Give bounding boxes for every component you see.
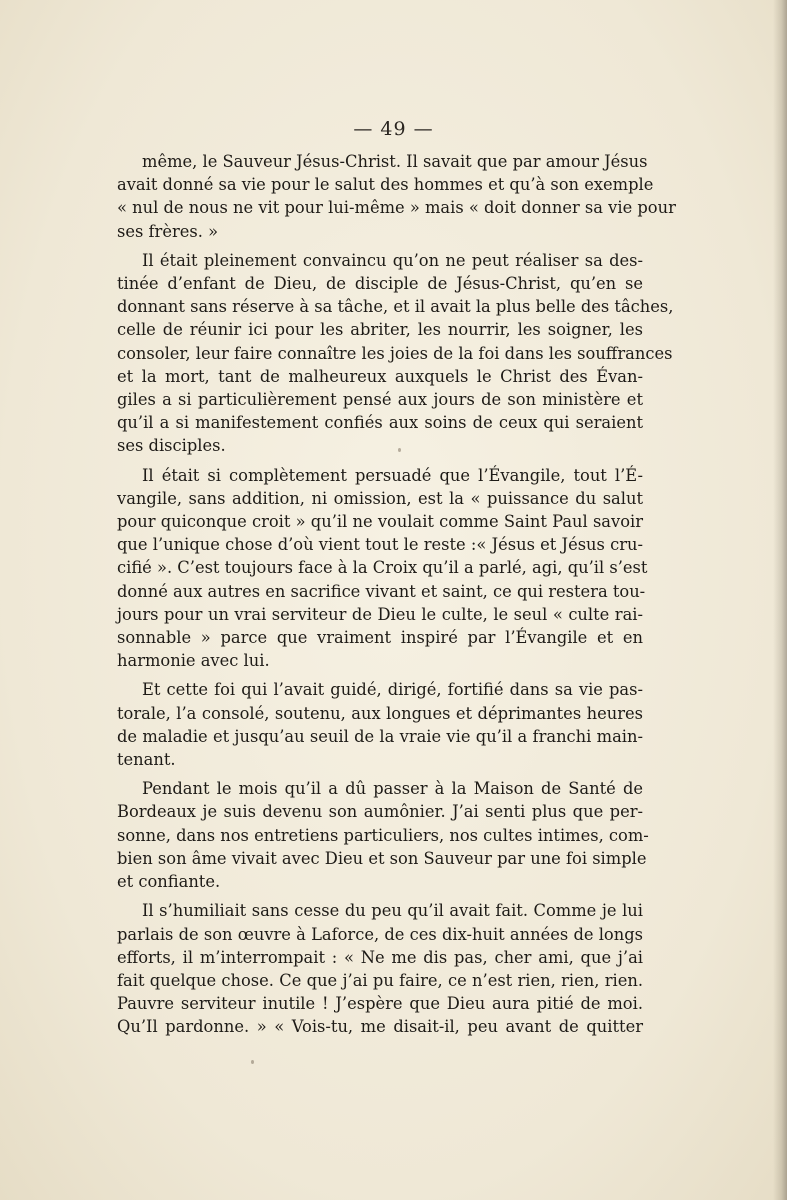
text-line: et confiante. bbox=[117, 872, 221, 892]
text-line: bien son âme vivait avec Dieu et son Sauveur par une foi simple bbox=[117, 848, 647, 868]
text-line: Bordeaux je suis devenu son aumônier. J’ai senti plus que per- bbox=[117, 802, 643, 822]
text-line: pour quiconque croit » qu’il ne voulait comme Saint Paul savoir bbox=[117, 512, 643, 532]
text-line: Qu’Il pardonne. » « Vois-tu, me disait-il, peu avant de quitter bbox=[117, 1017, 643, 1037]
paragraph bbox=[117, 777, 649, 893]
paper-speck bbox=[251, 1060, 254, 1064]
paragraph bbox=[117, 249, 674, 458]
text-line: que l’unique chose d’où vient tout le reste :« Jésus et Jésus cru- bbox=[117, 535, 643, 555]
paragraph bbox=[117, 464, 648, 673]
text-line: de maladie et jusqu’au seuil de la vraie vie qu’il a franchi main- bbox=[117, 726, 643, 746]
paragraph bbox=[117, 678, 643, 771]
text-line: fait quelque chose. Ce que j’ai pu faire, ce n’est rien, rien, rien. bbox=[117, 970, 643, 990]
text-line: qu’il a si manifestement confiés aux soins de ceux qui seraient bbox=[117, 413, 643, 433]
text-line: celle de réunir ici pour les abriter, les nourrir, les soigner, les bbox=[117, 320, 643, 340]
text-line: efforts, il m’interrompait : « Ne me dis pas, cher ami, que j’ai bbox=[117, 947, 643, 967]
paragraph bbox=[117, 150, 676, 243]
page-number: — 49 — bbox=[353, 118, 434, 140]
text-line: consoler, leur faire connaître les joies de la foi dans les souffrances bbox=[117, 343, 673, 363]
text-line: avait donné sa vie pour le salut des hommes et qu’à son exemple bbox=[117, 175, 654, 195]
text-line: donnant sans réserve à sa tâche, et il avait la plus belle des tâches, bbox=[117, 297, 674, 317]
text-line: ses frères. » bbox=[117, 221, 219, 241]
text-line: même, le Sauveur Jésus-Christ. Il savait que par amour Jésus bbox=[142, 152, 648, 171]
text-line: Pauvre serviteur inutile ! J’espère que Dieu aura pitié de moi. bbox=[117, 994, 643, 1014]
text-line: et la mort, tant de malheureux auxquels le Christ des Évan- bbox=[117, 366, 643, 386]
page-edge-shadow bbox=[773, 0, 787, 1200]
text-line: vangile, sans addition, ni omission, est la « puissance du salut bbox=[117, 488, 643, 508]
body-text bbox=[117, 150, 676, 1045]
text-line: torale, l’a consolé, soutenu, aux longues et déprimantes heures bbox=[117, 703, 643, 723]
text-line: sonnable » parce que vraiment inspiré par l’Évangile et en bbox=[117, 628, 643, 648]
text-line: donné aux autres en sacrifice vivant et saint, ce qui restera tou- bbox=[117, 581, 646, 601]
text-line: cifié ». C’est toujours face à la Croix qu’il a parlé, agi, qu’il s’est bbox=[117, 558, 648, 578]
text-line: parlais de son œuvre à Laforce, de ces dix-huit années de longs bbox=[117, 924, 643, 944]
text-line: Il s’humiliait sans cesse du peu qu’il avait fait. Comme je lui bbox=[142, 901, 643, 921]
paragraph bbox=[117, 899, 643, 1038]
text-line: « nul de nous ne vit pour lui-même » mais « doit donner sa vie pour bbox=[117, 198, 676, 218]
text-line: harmonie avec lui. bbox=[117, 651, 270, 671]
text-line: tenant. bbox=[117, 750, 176, 770]
text-line: ses disciples. bbox=[117, 436, 226, 456]
text-line: Il était pleinement convaincu qu’on ne peut réaliser sa des- bbox=[142, 250, 643, 270]
text-line: sonne, dans nos entretiens particuliers, nos cultes intimes, com- bbox=[117, 825, 649, 845]
text-line: tinée d’enfant de Dieu, de disciple de Jésus-Christ, qu’en se bbox=[117, 274, 643, 294]
text-line: jours pour un vrai serviteur de Dieu le culte, le seul « culte rai- bbox=[117, 604, 643, 624]
text-line: giles a si particulièrement pensé aux jours de son ministère et bbox=[117, 390, 643, 410]
paper-speck bbox=[398, 448, 401, 452]
text-line: Et cette foi qui l’avait guidé, dirigé, fortifié dans sa vie pas- bbox=[142, 680, 643, 700]
text-line: Pendant le mois qu’il a dû passer à la Maison de Santé de bbox=[142, 779, 643, 799]
text-line: Il était si complètement persuadé que l’Évangile, tout l’É- bbox=[142, 465, 643, 485]
